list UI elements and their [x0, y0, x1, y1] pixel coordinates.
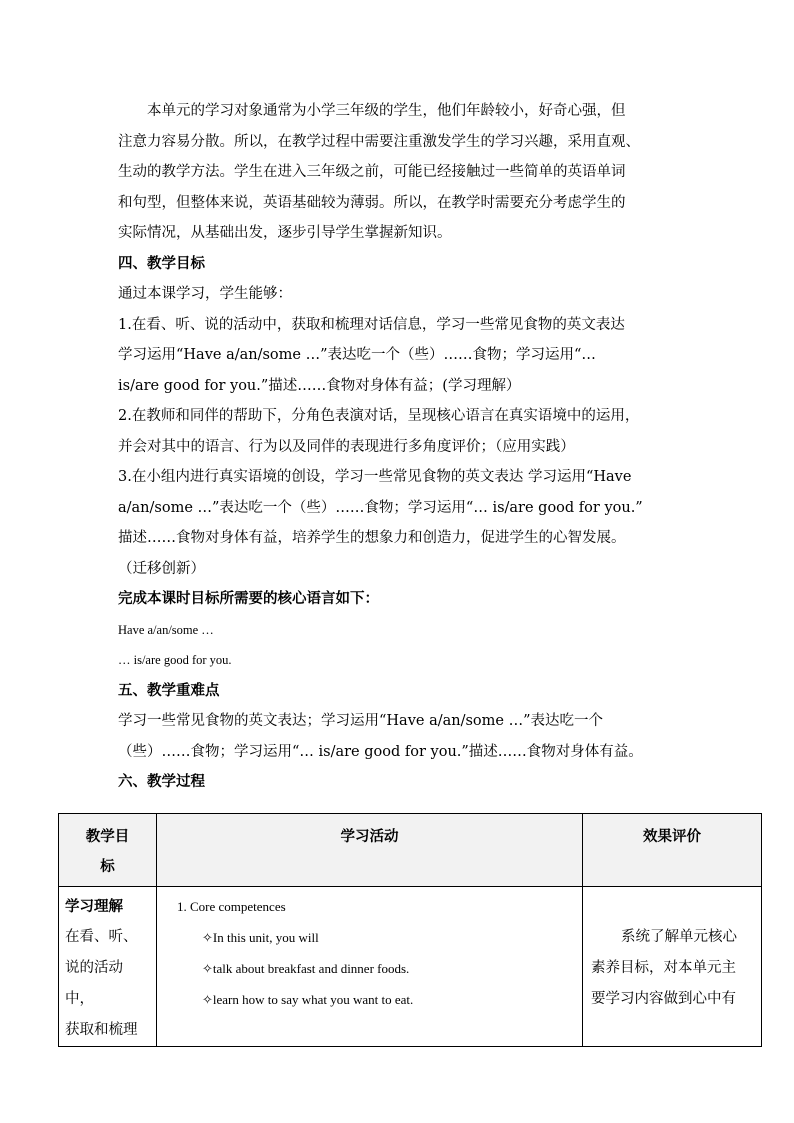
core-language-heading: 完成本课时目标所需要的核心语言如下： [118, 590, 379, 607]
goal-line: 1.在看、听、说的活动中，获取和梳理对话信息，学习一些常见食物的英文表达 [118, 316, 625, 333]
paragraph-line: 和句型，但整体来说，英语基础较为薄弱。所以，在教学时需要充分考虑学生的 [118, 194, 626, 211]
goal-line: 学习运用“Have a/an/some …”表达吃一个（些）……食物；学习运用“… [118, 347, 596, 363]
goal-line: 3.在小组内进行真实语境的创设，学习一些常见食物的英文表达 学习运用“Have [118, 469, 632, 485]
goal-line: （迁移创新） [118, 560, 205, 577]
goal-line: a/an/some …”表达吃一个（些）……食物；学习运用“… is/are good for you.” [118, 499, 643, 516]
section-heading-key-points: 五、教学重难点 [118, 681, 220, 699]
goal-title: 学习理解 [65, 898, 123, 915]
goals-intro: 通过本课学习，学生能够： [118, 286, 292, 302]
header-evaluation: 效果评价 [583, 814, 762, 887]
goal-line: is/are good for you.”描述……食物对身体有益；(学习理解） [118, 377, 521, 394]
header-activity: 学习活动 [157, 814, 583, 887]
header-goal: 教学目 标 [59, 814, 157, 887]
list-item: ✧talk about breakfast and dinner foods. [202, 961, 410, 976]
section-heading-goals: 四、教学目标 [118, 254, 205, 272]
goal-line: 并会对其中的语言、行为以及同伴的表现进行多角度评价；（应用实践） [118, 438, 575, 455]
bullet-icon: ✧ [202, 930, 213, 945]
goal-line: 2.在教师和同伴的帮助下，分角色表演对话，呈现核心语言在真实语境中的运用， [118, 408, 640, 424]
activity-title: 1. Core competences [177, 899, 286, 914]
goal-line: 描述……食物对身体有益，培养学生的想象力和创造力，促进学生的心智发展。 [118, 530, 626, 546]
list-item: ✧In this unit, you will [202, 930, 319, 945]
table-header-row [59, 814, 762, 887]
goal-cell: 学习理解 在看、听、 说的活动中， 获取和梳理 [59, 887, 157, 1047]
section-heading-process: 六、教学过程 [118, 773, 205, 790]
paragraph-line: 实际情况，从基础出发，逐步引导学生掌握新知识。 [118, 225, 452, 241]
paragraph-line: 本单元的学习对象通常为小学三年级的学生，他们年龄较小，好奇心强，但 [147, 103, 626, 119]
activity-cell [157, 887, 583, 1047]
paragraph-line: 注意力容易分散。所以，在教学过程中需要注重激发学生的学习兴趣，采用直观、 [118, 133, 640, 150]
paragraph-line: 生动的教学方法。学生在进入三年级之前，可能已经接触过一些简单的英语单词 [118, 164, 626, 180]
key-points-line: （些）……食物；学习运用“… is/are good for you.”描述……食物对身体有益。 [118, 743, 643, 760]
table-row [59, 887, 762, 1047]
document-body [118, 96, 698, 798]
teaching-process-table [58, 813, 762, 1047]
key-points-line: 学习一些常见食物的英文表达；学习运用“Have a/an/some …”表达吃一个 [118, 713, 604, 729]
bullet-icon: ✧ [202, 992, 213, 1007]
list-item: ✧learn how to say what you want to eat. [202, 992, 414, 1007]
core-language-line: … is/are good for you. [118, 653, 232, 667]
evaluation-cell: 系统了解单元核心 素养目标，对本单元主 要学习内容做到心中有 [583, 887, 762, 1047]
bullet-icon: ✧ [202, 961, 213, 976]
core-language-line: Have a/an/some … [118, 622, 214, 637]
